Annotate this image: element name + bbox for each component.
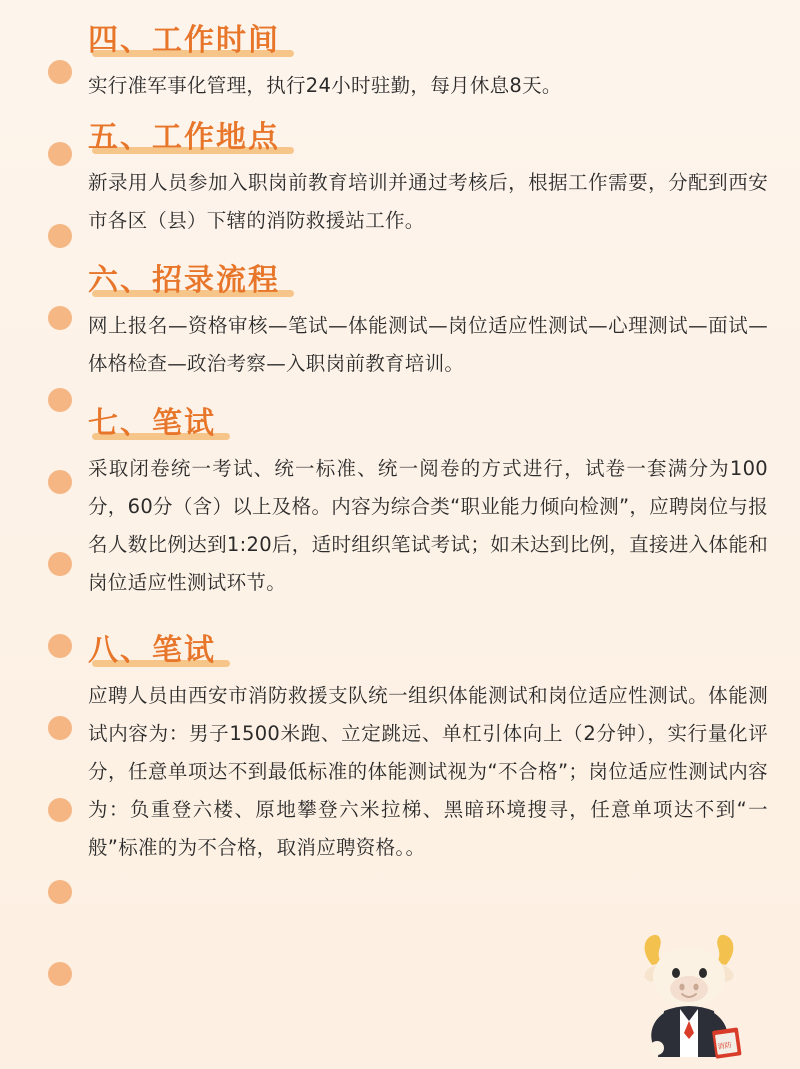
book-label: 消防: [717, 1041, 733, 1051]
binder-dot: [48, 716, 72, 740]
binder-dot: [48, 142, 72, 166]
section-recruitment-process: [88, 258, 776, 383]
binder-dot: [48, 552, 72, 576]
binder-dot: [48, 60, 72, 84]
section-body: 网上报名—资格审核—笔试—体能测试—岗位适应性测试—心理测试—面试—体格检查—政治考察—入职岗前教育培训。: [88, 314, 768, 376]
section-body: 应聘人员由西安市消防救援支队统一组织体能测试和岗位适应性测试。体能测试内容为：男子1500米跑、立定跳远、单杠引体向上（2分钟），实行量化评分，任意单项达不到最低标准的体能测试视为“不合格”；岗位适应性测试内容为：负重登六楼、原地攀登六米拉梯、黑暗环境搜寻，任意单项达不到“一般”标准的为不合格，取消应聘资格。。: [88, 684, 768, 860]
section-heading: 六、招录流程: [88, 263, 280, 299]
binder-dot: [48, 306, 72, 330]
section-heading: 五、工作地点: [88, 120, 280, 156]
document-content: [88, 18, 776, 877]
binder-dot: [48, 388, 72, 412]
section-heading-wrap: [88, 18, 286, 63]
section-body: 新录用人员参加入职岗前教育培训并通过考核后，根据工作需要，分配到西安市各区（县）下辖的消防救援站工作。: [88, 171, 768, 233]
section-work-time: [88, 18, 776, 105]
binder-dot: [48, 470, 72, 494]
section-physical-test: [88, 628, 776, 867]
section-heading-wrap: [88, 628, 222, 673]
binder-dot: [48, 634, 72, 658]
binder-dot: [48, 962, 72, 986]
binder-dot: [48, 880, 72, 904]
binder-dots-column: [44, 60, 76, 1069]
section-heading-wrap: [88, 401, 222, 446]
binder-dot: [48, 224, 72, 248]
section-body: 采取闭卷统一考试、统一标准、统一阅卷的方式进行，试卷一套满分为100分，60分（含）以上及格。内容为综合类“职业能力倾向检测”，应聘岗位与报名人数比例达到1:20后，适时组织笔试考试；如未达到比例，直接进入体能和岗位适应性测试环节。: [88, 457, 768, 595]
cow-mascot: [616, 921, 766, 1061]
section-heading: 七、笔试: [88, 406, 216, 442]
section-body: 实行准军事化管理，执行24小时驻勤，每月休息8天。: [88, 74, 562, 97]
section-heading: 八、笔试: [88, 633, 216, 669]
section-work-location: [88, 115, 776, 240]
section-heading: 四、工作时间: [88, 23, 280, 58]
section-written-exam: [88, 401, 776, 602]
section-heading-wrap: [88, 258, 286, 303]
section-heading-wrap: [88, 115, 286, 160]
binder-dot: [48, 798, 72, 822]
